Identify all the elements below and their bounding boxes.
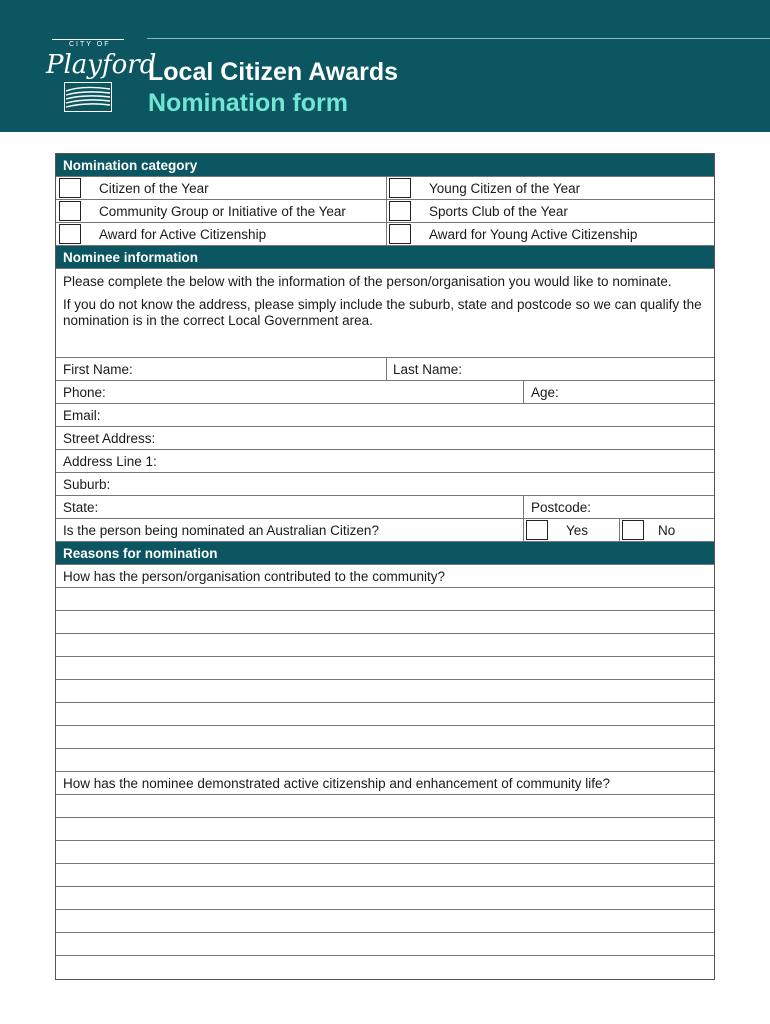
logo-landscape-icon [64,82,112,112]
answer-line[interactable] [56,818,714,841]
option-label: Sports Club of the Year [429,204,568,219]
logo-city-of: CITY OF [66,41,113,48]
option-label: Award for Young Active Citizenship [429,227,638,242]
section-heading: Nominee information [63,250,199,265]
checkbox-young-active-citizenship[interactable] [389,224,411,244]
divider [386,177,387,199]
nomination-form [55,153,715,980]
address-line-field[interactable]: Address Line 1: [63,454,157,469]
checkbox-sports-club[interactable] [389,201,411,221]
section-heading: Nomination category [63,158,198,173]
nominee-instructions [56,269,714,358]
section-nominee-information [56,246,714,269]
section-nomination-category [56,154,714,177]
suburb-field[interactable]: Suburb: [63,477,111,492]
option-label: Award for Active Citizenship [99,227,267,242]
answer-line[interactable] [56,726,714,749]
page-header [0,0,770,132]
question-row [56,772,714,795]
citizen-row [56,519,714,542]
checkbox-community-group[interactable] [59,201,81,221]
checkbox-citizen-yes[interactable] [526,520,548,540]
phone-field[interactable]: Phone: [63,385,106,400]
suburb-row [56,473,714,496]
divider [619,519,620,541]
header-rule [147,38,770,39]
age-field[interactable]: Age: [531,385,559,400]
citizen-question: Is the person being nominated an Australian Citizen? [63,523,379,538]
last-name-field[interactable]: Last Name: [393,362,463,377]
logo-line [52,39,124,40]
option-label: Young Citizen of the Year [429,181,581,196]
answer-line[interactable] [56,611,714,634]
divider [523,519,524,541]
no-label: No [658,523,676,538]
state-field[interactable]: State: [63,500,99,515]
answer-line[interactable] [56,887,714,910]
logo-script: Playford [46,50,157,80]
category-row [56,200,714,223]
checkbox-citizen-of-the-year[interactable] [59,178,81,198]
answer-line[interactable] [56,703,714,726]
option-label: Citizen of the Year [99,181,209,196]
answer-line[interactable] [56,910,714,933]
category-row [56,177,714,200]
state-row [56,496,714,519]
instructions-text: If you do not know the address, please simply include the suburb, state and postcode so we can qualify the nomination is in the correct Local Government area. [63,297,702,328]
email-row [56,404,714,427]
section-reasons-for-nomination [56,542,714,565]
answer-line[interactable] [56,933,714,956]
first-name-field[interactable]: First Name: [63,362,133,377]
divider [523,496,524,518]
divider [386,200,387,222]
divider [386,223,387,245]
city-of-playford-logo [44,38,157,116]
answer-line[interactable] [56,634,714,657]
divider [523,381,524,403]
page-title: Local Citizen Awards [148,58,399,86]
name-row [56,358,714,381]
answer-line[interactable] [56,749,714,772]
answer-line[interactable] [56,795,714,818]
answer-line[interactable] [56,588,714,611]
answer-line[interactable] [56,864,714,887]
question-2: How has the nominee demonstrated active citizenship and enhancement of community life? [63,776,611,791]
street-address-field[interactable]: Street Address: [63,431,156,446]
phone-row [56,381,714,404]
option-label: Community Group or Initiative of the Year [99,204,346,219]
divider [386,358,387,380]
checkbox-young-citizen-of-the-year[interactable] [389,178,411,198]
email-field[interactable]: Email: [63,408,101,423]
question-row [56,565,714,588]
answer-line[interactable] [56,956,714,979]
checkbox-active-citizenship[interactable] [59,224,81,244]
yes-label: Yes [566,523,589,538]
postcode-field[interactable]: Postcode: [531,500,592,515]
category-row [56,223,714,246]
street-row [56,427,714,450]
checkbox-citizen-no[interactable] [622,520,644,540]
question-1: How has the person/organisation contributed to the community? [63,569,445,584]
section-heading: Reasons for nomination [63,546,218,561]
answer-line[interactable] [56,841,714,864]
address-line-row [56,450,714,473]
answer-line[interactable] [56,657,714,680]
instructions-text: Please complete the below with the information of the person/organisation you would like to nominate. [63,274,672,289]
answer-line[interactable] [56,680,714,703]
page-subtitle: Nomination form [148,89,348,117]
